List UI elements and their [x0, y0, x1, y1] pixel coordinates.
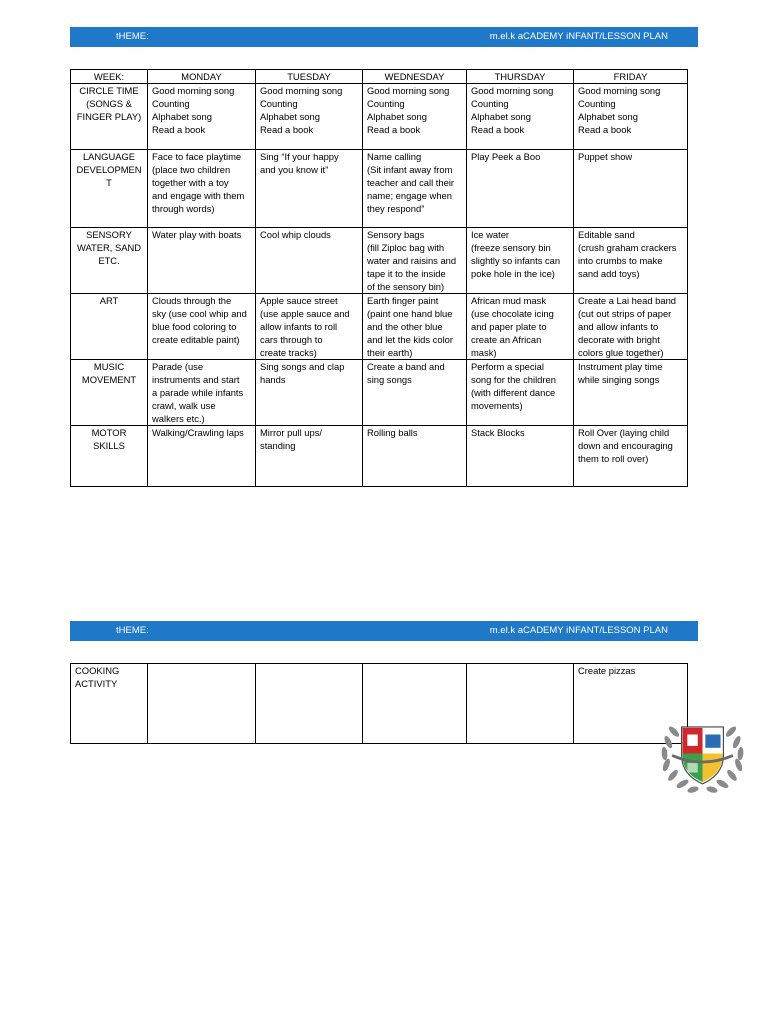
table-cell: Earth finger paint (paint one hand blue and the other blue and let the kids color their earth) [363, 294, 467, 360]
banner-title: m.el.k aCADEMY iNFANT/LESSON PLAN [489, 31, 668, 42]
table-row [71, 426, 688, 487]
table-cell: Name calling (Sit infant away from teacher and call their name; engage when they respond” [363, 150, 467, 228]
row-label: ART [71, 294, 148, 360]
table-row [71, 150, 688, 228]
row-label: MUSIC MOVEMENT [71, 360, 148, 426]
table-cell: Walking/Crawling laps [148, 426, 256, 487]
table-cell: Create a band and sing songs [363, 360, 467, 426]
table-cell [256, 664, 363, 744]
theme-label: tHEME: [116, 625, 149, 636]
cooking-activity-table [70, 663, 688, 744]
table-cell: Perform a special song for the children (with different dance movements) [467, 360, 574, 426]
header-week: WEEK: [71, 70, 148, 84]
table-cell: Parade (use instruments and start a parade while infants crawl, walk use walkers etc.) [148, 360, 256, 426]
table-header-row [71, 70, 688, 84]
row-label: CIRCLE TIME (SONGS & FINGER PLAY) [71, 84, 148, 150]
table-cell: Apple sauce street (use apple sauce and allow infants to roll cars through to create tracks) [256, 294, 363, 360]
table-cell: Water play with boats [148, 228, 256, 294]
table-cell: Rolling balls [363, 426, 467, 487]
table-cell: Stack Blocks [467, 426, 574, 487]
table-cell [467, 664, 574, 744]
header-monday: MONDAY [148, 70, 256, 84]
header-thursday: THURSDAY [467, 70, 574, 84]
header-wednesday: WEDNESDAY [363, 70, 467, 84]
table-cell: African mud mask (use chocolate icing and paper plate to create an African mask) [467, 294, 574, 360]
table-cell: Good morning song Counting Alphabet song Read a book [256, 84, 363, 150]
row-label: MOTOR SKILLS [71, 426, 148, 487]
table-cell [148, 664, 256, 744]
academy-seal-logo [655, 706, 750, 801]
table-row [71, 84, 688, 150]
table-cell: Puppet show [574, 150, 688, 228]
theme-label: tHEME: [116, 31, 149, 42]
table-cell: Create a Lai head band (cut out strips of paper and allow infants to decorate with bright colors glue together) [574, 294, 688, 360]
table-cell: Clouds through the sky (use cool whip and blue food coloring to create editable paint) [148, 294, 256, 360]
table-cell: Ice water (freeze sensory bin slightly so infants can poke hole in the ice) [467, 228, 574, 294]
table-row [71, 664, 688, 744]
lesson-plan-table [70, 69, 688, 487]
table-cell: Sing songs and clap hands [256, 360, 363, 426]
table-cell: Mirror pull ups/ standing [256, 426, 363, 487]
table-cell: Good morning song Counting Alphabet song Read a book [148, 84, 256, 150]
header-tuesday: TUESDAY [256, 70, 363, 84]
row-label: COOKING ACTIVITY [71, 664, 148, 744]
table-row [71, 294, 688, 360]
header-banner [70, 27, 698, 47]
table-cell: Create pizzas [574, 664, 688, 744]
table-cell: Cool whip clouds [256, 228, 363, 294]
header-friday: FRIDAY [574, 70, 688, 84]
table-cell: Good morning song Counting Alphabet song Read a book [363, 84, 467, 150]
table-cell: Good morning song Counting Alphabet song Read a book [574, 84, 688, 150]
table-cell: Good morning song Counting Alphabet song Read a book [467, 84, 574, 150]
row-label: LANGUAGE DEVELOPMEN T [71, 150, 148, 228]
table-row [71, 228, 688, 294]
banner-title: m.el.k aCADEMY iNFANT/LESSON PLAN [489, 625, 668, 636]
table-cell: Editable sand (crush graham crackers into crumbs to make sand add toys) [574, 228, 688, 294]
shield-icon [682, 727, 724, 784]
table-cell: Sensory bags (fill Ziploc bag with water and raisins and tape it to the inside of the sensory bin) [363, 228, 467, 294]
row-label: SENSORY WATER, SAND ETC. [71, 228, 148, 294]
table-cell: Sing “If your happy and you know it” [256, 150, 363, 228]
table-cell [363, 664, 467, 744]
table-cell: Roll Over (laying child down and encouraging them to roll over) [574, 426, 688, 487]
table-row [71, 360, 688, 426]
table-cell: Instrument play time while singing songs [574, 360, 688, 426]
header-banner [70, 621, 698, 641]
table-cell: Face to face playtime (place two children together with a toy and engage with them through words) [148, 150, 256, 228]
table-cell: Play Peek a Boo [467, 150, 574, 228]
